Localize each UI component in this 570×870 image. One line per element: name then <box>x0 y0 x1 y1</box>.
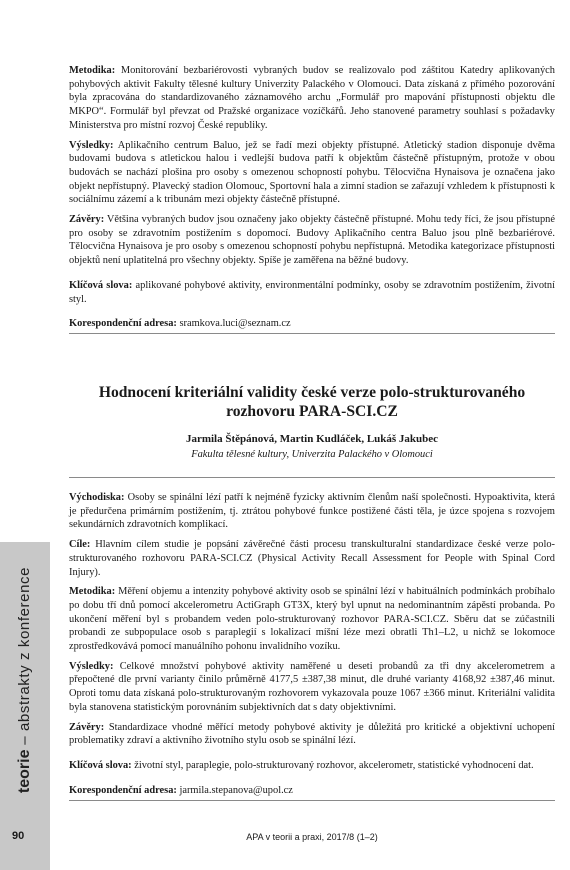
section-text: Hlavním cílem studie je popsání závěrečné části procesu transkulturalní standardizace české verze polo-strukturovaného rozhovoru PARA-SCI.CZ (Physical Activity Recall Assessment for People with Spinal Cord Injury). <box>69 539 555 578</box>
section-label: Metodika: <box>69 586 116 598</box>
section-correspondence <box>69 317 555 331</box>
section-text: Standardizace vhodné měřící metody pohybové aktivity je důležitá pro kritické a objektivní uchopení problematiky zdraví a aktivního životního stylu osob se spinální lézí. <box>69 721 555 747</box>
section-label: Závěry: <box>69 214 105 226</box>
section-keywords <box>69 759 555 773</box>
side-section-name: teorie <box>16 749 33 794</box>
email-text: jarmila.stepanova@upol.cz <box>176 784 293 796</box>
section-metodika <box>69 585 555 654</box>
article-affiliation: Fakulta tělesné kultury, Univerzita Palackého v Olomouci <box>191 449 433 460</box>
section-vysledky <box>69 139 555 208</box>
section-zavery <box>69 721 555 748</box>
section-metodika <box>69 64 555 133</box>
section-text: Většina vybraných budov jsou označeny jako objekty částečně přístupné. Mohu tedy říci, že jsou přístupné pro osoby se zdravotním postižením s dopomocí. Budovy Aplikačního centra Baluo jsou plně bezbariérové. Tělocvična Hynaisova je pro osoby s omezenou schopností pohybu nepřístupná. Metodika kategorizace přístupnosti objektů není uplatitelná pro všechny objekty. Spíše je zaměřena na běžné budovy. <box>69 214 555 267</box>
divider <box>69 333 555 334</box>
section-label: Cíle: <box>69 539 91 551</box>
section-text: Osoby se spinální lézí patří k nejméně fyzicky aktivním členům naší společnosti. Hypoaktivita, která je předurčena primárním postižením, tj. ztrátou pohybové funkce postižené části těla, je úzce spojena s rozvojem sekundárních zdravotních komplikací. <box>69 492 555 531</box>
section-keywords <box>69 279 555 306</box>
section-label: Metodika: <box>69 65 116 76</box>
section-vysledky <box>69 660 555 715</box>
abstract-1 <box>69 64 555 337</box>
section-zavery <box>69 213 555 268</box>
section-label: Klíčová slova: <box>69 279 133 291</box>
divider <box>69 477 555 478</box>
section-text: Aplikačního centrum Baluo, jež se řadí mezi objekty přístupné. Atletický stadion disponuje dvěma budovami budova s atletickou halou i vedlejší budova patří k objektům částečně přístupným, protože v obou budovách se nachází plošina pro osoby s omezenou schopností pohybu. Tělocvična Hynaisova je označena jako objekt nepřístupný. Plavecký stadion Olomouc, Sportovní hala a zimní stadion se zařazují vzhledem k přístupnosti k sociálnímu zázemí a k tribunám mezi objekty částečně přístupné. <box>69 139 555 206</box>
article-title: Hodnocení kriteriální validity české verze polo-strukturovaného rozhovoru PARA-SCI.CZ <box>98 384 526 420</box>
section-vychodiska <box>69 491 555 532</box>
article-authors: Jarmila Štěpánová, Martin Kudláček, Lukáš Jakubec <box>185 433 439 445</box>
section-label: Východiska: <box>69 492 125 503</box>
section-side-label <box>16 567 34 793</box>
section-cile <box>69 538 555 579</box>
side-section-subtitle: – abstrakty z konference <box>16 566 33 750</box>
section-label: Závěry: <box>69 721 105 733</box>
section-text: životní styl, paraplegie, polo-strukturovaný rozhovor, akcelerometr, statistické vyhodnocení dat. <box>131 759 534 771</box>
section-text: Měření objemu a intenzity pohybové aktivity osob se spinální lézí v habituálních podmínkách probíhalo po dobu tří dnů pomocí akcelerometru ActiGraph GT3X, který byl upnut na nedominantním zápěstí probanda. Po ukončení měření byl s probandem veden polo-strukturovaný rozhovor PARA-SCI.CZ. Sběru dat se zúčastnili probandi ze subpopulace osob s paraplegií s lokalizací míšní léze mezi obratli Th1–L2, u nichž se lokomoce zprostředkovává pomocí manuálního pohonu invalidního vozíku. <box>69 586 555 653</box>
email-text: sramkova.luci@seznam.cz <box>176 318 291 330</box>
page-number: 90 <box>12 830 25 842</box>
section-text: Celkové množství pohybové aktivity naměřené u deseti probandů za tři dny akcelerometrem a přepočtené dle první varianty činilo průměrně 4177,5 ±387,38 minut, dle druhé varianty 4168,92 ±387,46 minut. Oproti tomu data získaná polo-strukturovaným rozhovorem vykazovala pouze 1067 ±366 minut. Kriteriální validita byla stanovena statistickým porovnáním subjektivních dat s daty objektivními. <box>69 660 555 713</box>
abstract-2 <box>69 491 555 803</box>
section-label: Korespondenční adresa: <box>69 318 177 330</box>
section-label: Korespondenční adresa: <box>69 784 177 796</box>
section-label: Výsledky: <box>69 139 114 151</box>
section-text: aplikované pohybové aktivity, environmentální podmínky, osoby se zdravotním postižením, životní styl. <box>69 279 555 305</box>
section-text: Monitorování bezbariérovosti vybraných budov se realizovalo pod záštitou Katedry aplikovaných pohybových aktivit Fakulty tělesné kultury Univerzity Palackého v Olomouci. Data získaná z přímého pozorování byla zpracována do standardizovaného záznamového archu „Formulář pro mapování přístupnosti objektu dle MKPO“. Formulář byl převzat od Pražské organizace vozíčkářů. Jeho stanovené parametry souhlasí s požadavky Ministerstva pro místní rozvoj České republiky. <box>69 65 555 131</box>
section-correspondence <box>69 784 555 798</box>
section-label: Výsledky: <box>69 660 114 672</box>
section-label: Klíčová slova: <box>69 759 132 771</box>
divider <box>69 800 555 801</box>
journal-footer: APA v teorii a praxi, 2017/8 (1–2) <box>246 832 378 842</box>
